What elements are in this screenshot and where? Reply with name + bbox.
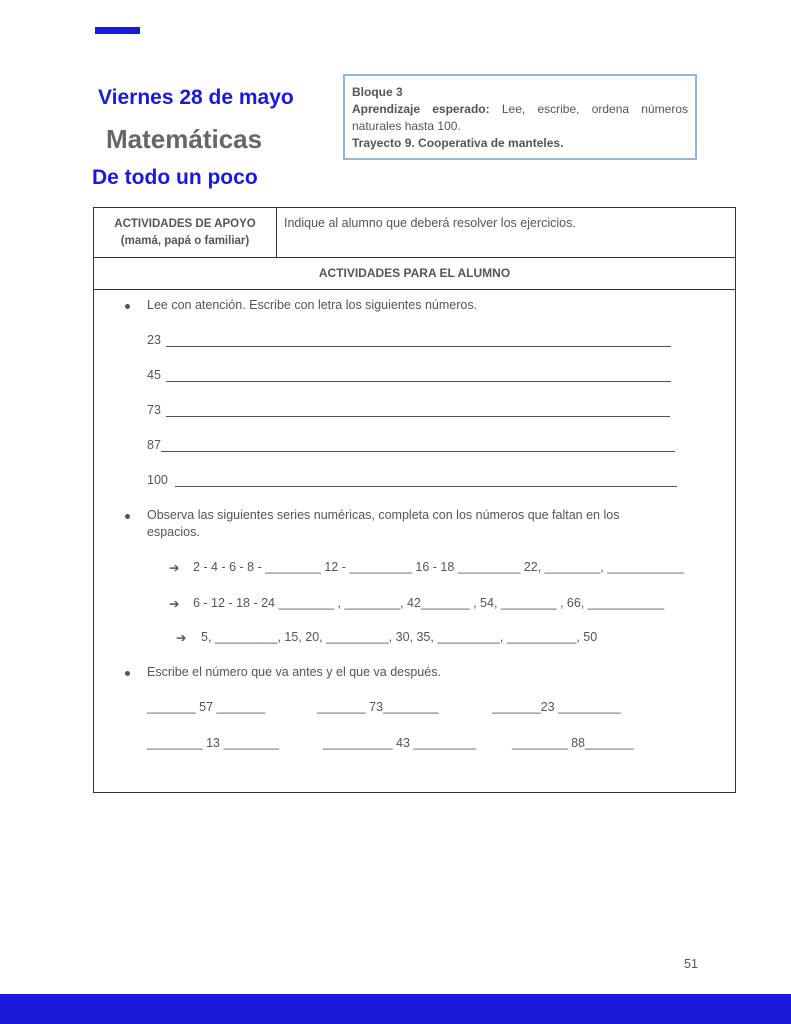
support-title: ACTIVIDADES DE APOYO	[114, 218, 256, 230]
support-header-cell	[94, 208, 277, 257]
arrow-icon: ➔	[169, 597, 180, 611]
arrow-icon: ➔	[169, 561, 180, 575]
number-series-2: 6 - 12 - 18 - 24 ________ , ________, 42_______ , 54, ________ , 66, ___________	[193, 596, 665, 610]
bullet-icon	[125, 304, 130, 309]
expected-learning-text: Lee, escribe, ordena números naturales hasta 100.	[352, 102, 688, 133]
support-subtitle: (mamá, papá o familiar)	[120, 235, 250, 247]
page-number: 51	[684, 957, 698, 971]
before-after-item: ________ 88_______	[512, 736, 634, 750]
answer-line[interactable]	[166, 346, 671, 347]
number-100: 100	[147, 473, 168, 487]
bullet-icon	[125, 514, 130, 519]
bottom-accent-bar	[0, 994, 791, 1024]
before-after-item: _______23 _________	[492, 700, 621, 714]
learning-info-box	[343, 74, 697, 160]
answer-line[interactable]	[166, 416, 670, 417]
date-heading: Viernes 28 de mayo	[98, 86, 294, 109]
exercise1-instruction: Lee con atención. Escribe con letra los siguientes números.	[147, 298, 478, 312]
before-after-item: ________ 13 ________	[147, 736, 280, 750]
support-instructions: Indique al alumno que deberá resolver los ejercicios.	[284, 216, 576, 230]
number-73: 73	[147, 403, 161, 417]
block-label: Bloque 3	[352, 85, 403, 99]
answer-line[interactable]	[175, 486, 677, 487]
number-87: 87	[147, 438, 161, 452]
number-series-1: 2 - 4 - 6 - 8 - ________ 12 - _________ 16 - 18 _________ 22, ________, ___________	[193, 560, 684, 574]
activities-table	[93, 207, 736, 793]
lesson-subtitle: De todo un poco	[92, 166, 258, 189]
support-row	[94, 208, 735, 258]
exercise2-instruction-line2: espacios.	[147, 525, 200, 539]
number-23: 23	[147, 333, 161, 347]
expected-learning-label: Aprendizaje esperado:	[352, 102, 490, 116]
trajectory-label: Trayecto 9. Cooperativa de manteles.	[352, 136, 564, 150]
student-activities-header: ACTIVIDADES PARA EL ALUMNO	[94, 258, 735, 290]
number-45: 45	[147, 368, 161, 382]
arrow-icon: ➔	[176, 631, 187, 645]
subject-heading: Matemáticas	[106, 124, 263, 154]
exercise3-instruction: Escribe el número que va antes y el que va después.	[147, 665, 441, 679]
before-after-item: __________ 43 _________	[323, 736, 476, 750]
top-accent-bar	[95, 27, 140, 34]
bullet-icon	[125, 671, 130, 676]
before-after-item: _______ 73________	[317, 700, 439, 714]
answer-line[interactable]	[161, 451, 675, 452]
answer-line[interactable]	[166, 381, 671, 382]
before-after-item: _______ 57 _______	[147, 700, 266, 714]
exercise2-instruction-line1: Observa las siguientes series numéricas, completa con los números que faltan en los	[147, 508, 620, 522]
number-series-3: 5, _________, 15, 20, _________, 30, 35, _________, __________, 50	[201, 630, 598, 644]
